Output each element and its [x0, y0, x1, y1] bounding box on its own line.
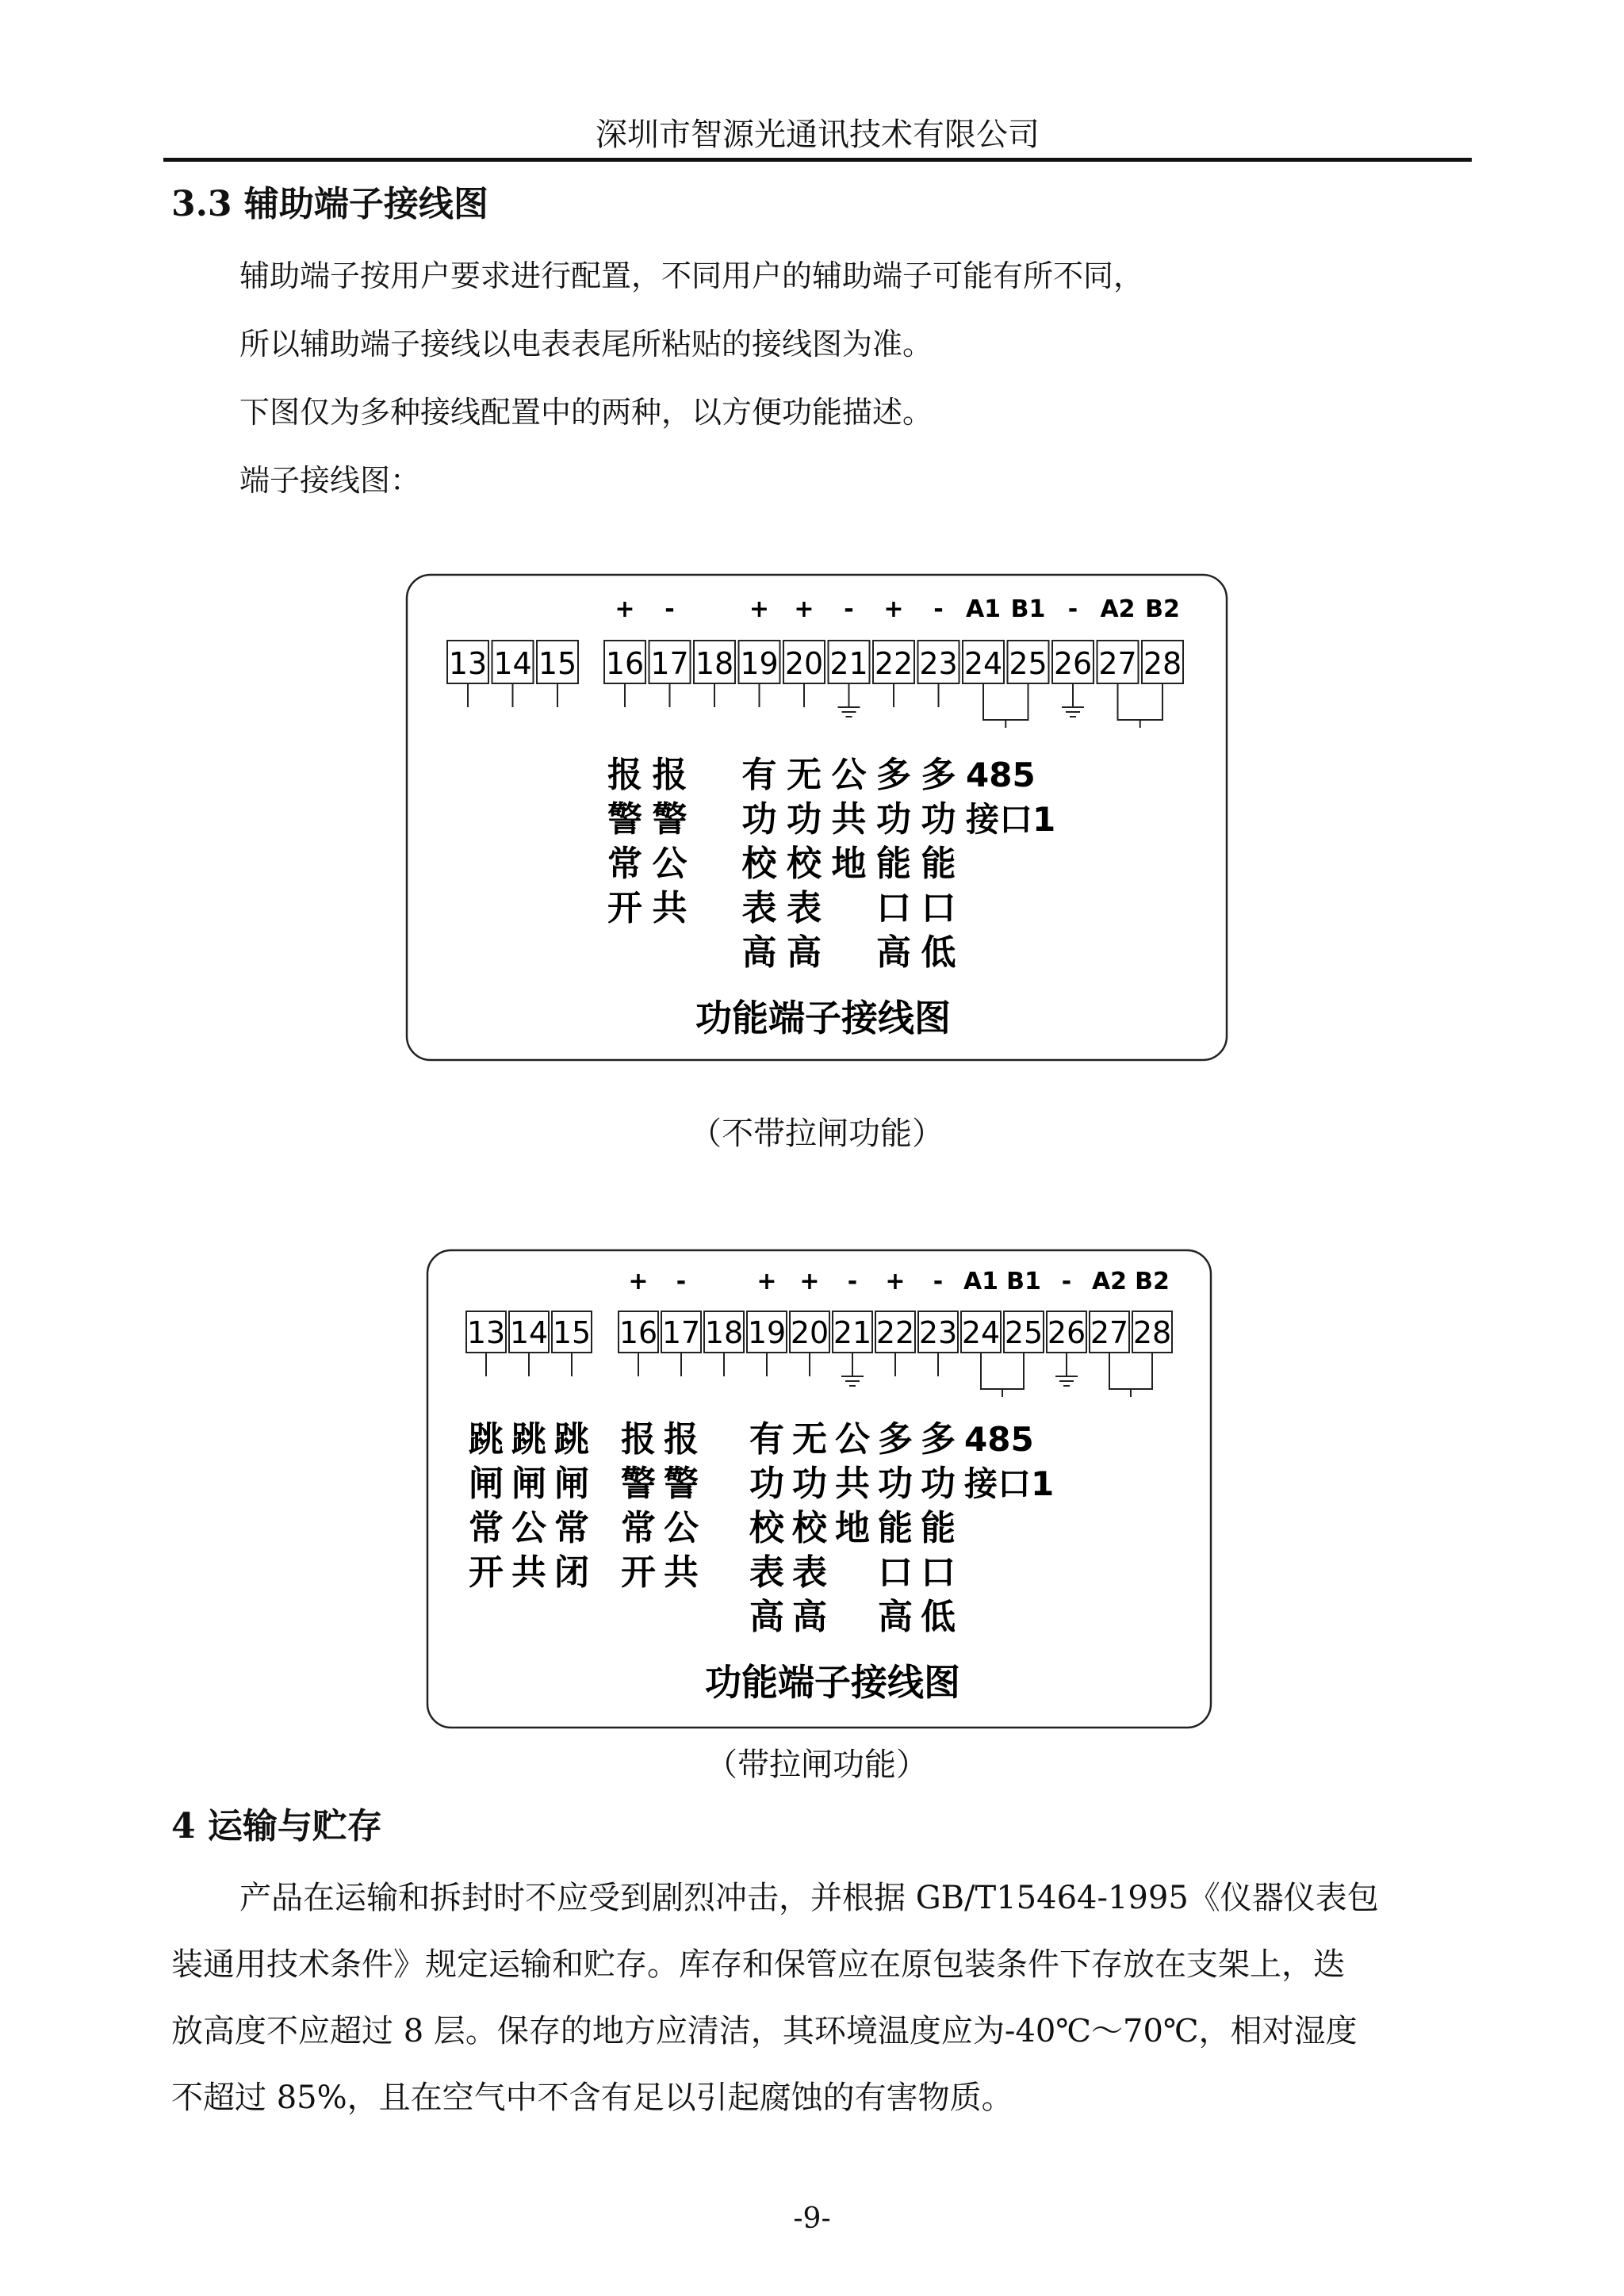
function-label-14-2: 公 [511, 1508, 546, 1548]
function-label-20-0: 无 [792, 1419, 827, 1460]
terminal-number-20: 20 [784, 646, 824, 681]
function-label-13-0: 跳 [469, 1419, 504, 1460]
function-label-17-1: 警 [664, 1464, 699, 1504]
terminal-number-25: 25 [1009, 646, 1048, 681]
function-label-19-0: 有 [741, 755, 777, 795]
diagram-1-caption: （不带拉闸功能） [690, 1115, 944, 1152]
diagram-title: 功能端子接线图 [705, 1661, 960, 1704]
terminal-number-27: 27 [1090, 1315, 1129, 1350]
function-label-19-0: 有 [749, 1419, 784, 1460]
terminal-sign-25: B1 [1006, 1268, 1041, 1295]
function-label-17-2: 公 [664, 1508, 699, 1548]
function-label-22-4: 高 [876, 932, 911, 973]
function-label-23-0: 多 [921, 1419, 956, 1460]
terminal-number-23: 23 [918, 1315, 958, 1350]
section-3-3-line-1: 辅助端子按用户要求进行配置，不同用户的辅助端子可能有所不同， [239, 258, 1144, 293]
function-label-23-2: 能 [921, 1508, 956, 1548]
section-4-paragraph [171, 1865, 1472, 2131]
function-label-20-2: 校 [792, 1508, 827, 1548]
function-label-21-1: 共 [835, 1464, 870, 1504]
function-label-19-4: 高 [741, 932, 777, 973]
function-label-20-4: 高 [792, 1597, 827, 1637]
function-label-22-3: 口 [876, 888, 911, 928]
section-3-3-line-2: 所以辅助端子接线以电表表尾所粘贴的接线图为准。 [239, 327, 933, 362]
function-label-22-4: 高 [878, 1597, 913, 1637]
terminal-number-19: 19 [740, 646, 779, 681]
function-label-23-4: 低 [921, 932, 956, 973]
terminal-sign-16: + [615, 595, 635, 623]
terminal-number-19: 19 [747, 1315, 787, 1350]
terminal-number-18: 18 [704, 1315, 744, 1350]
section-4-line-3: 放高度不应超过 8 层。保存的地方应清洁，其环境温度应为-40℃～70℃，相对湿度 [171, 2013, 1358, 2049]
function-label-16-3: 开 [607, 888, 642, 928]
function-label-16-2: 常 [607, 844, 642, 884]
terminal-number-15: 15 [538, 646, 577, 681]
function-label-15-0: 跳 [554, 1419, 589, 1460]
terminal-number-21: 21 [829, 646, 868, 681]
terminal-number-13: 13 [448, 646, 488, 681]
terminal-sign-28: B2 [1135, 1268, 1170, 1295]
terminal-sign-28: B2 [1145, 595, 1180, 623]
terminal-sign-24: A1 [963, 1268, 999, 1295]
terminal-number-18: 18 [695, 646, 734, 681]
function-label-23-0: 多 [921, 755, 956, 795]
function-label-19-2: 校 [741, 844, 777, 884]
terminal-sign-22: + [883, 595, 904, 623]
function-label-23-1: 功 [921, 1464, 956, 1504]
function-label-21-2: 地 [835, 1508, 870, 1548]
function-label-23-3: 口 [921, 888, 956, 928]
function-label-19-3: 表 [741, 888, 777, 928]
terminal-number-17: 17 [661, 1315, 701, 1350]
function-label-16-2: 常 [621, 1508, 656, 1548]
function-label-22-1: 功 [878, 1464, 913, 1504]
section-heading-4: 4 运输与贮存 [171, 1806, 382, 1846]
terminal-diagram-with-trip [425, 1248, 1213, 1730]
function-label-19-3: 表 [749, 1552, 784, 1593]
function-label-16-1: 警 [607, 799, 642, 840]
terminal-number-22: 22 [875, 1315, 915, 1350]
terminal-number-16: 16 [605, 646, 645, 681]
terminal-sign-24: A1 [965, 595, 1002, 623]
rs485-label-line-0: 485 [966, 756, 1036, 794]
terminal-sign-20: + [794, 595, 814, 623]
function-label-19-2: 校 [749, 1508, 784, 1548]
function-label-17-2: 公 [652, 844, 688, 884]
function-label-22-0: 多 [878, 1419, 913, 1460]
function-label-13-2: 常 [469, 1508, 504, 1548]
function-label-15-1: 闸 [554, 1464, 589, 1504]
function-label-17-1: 警 [652, 799, 688, 840]
rs485-label-line-1: 接口1 [966, 800, 1056, 839]
section-3-3-line-3: 下图仅为多种接线配置中的两种，以方便功能描述。 [239, 395, 933, 430]
terminal-sign-27: A2 [1100, 595, 1136, 623]
terminal-sign-21: - [844, 595, 854, 623]
function-label-20-4: 高 [787, 932, 822, 973]
function-label-13-1: 闸 [469, 1464, 504, 1504]
terminal-number-26: 26 [1047, 1315, 1086, 1350]
function-label-19-4: 高 [749, 1597, 784, 1637]
function-label-17-3: 共 [652, 888, 688, 928]
terminal-sign-23: - [933, 595, 944, 623]
terminal-number-28: 28 [1143, 646, 1182, 681]
function-label-16-1: 警 [621, 1464, 656, 1504]
function-label-19-1: 功 [741, 799, 777, 840]
function-label-20-1: 功 [792, 1464, 827, 1504]
terminal-sign-17: - [676, 1268, 687, 1295]
function-label-15-2: 常 [554, 1508, 589, 1548]
rs485-bracket-27-28 [1109, 1376, 1152, 1389]
section-3-3-line-4: 端子接线图： [239, 463, 421, 498]
function-label-16-3: 开 [621, 1552, 656, 1593]
rs485-bracket-24-25 [981, 1376, 1024, 1389]
rs485-label-line-1: 接口1 [964, 1464, 1055, 1503]
terminal-sign-21: - [847, 1268, 858, 1295]
terminal-number-28: 28 [1132, 1315, 1172, 1350]
function-label-20-0: 无 [787, 755, 822, 795]
function-label-17-0: 报 [664, 1419, 699, 1460]
function-label-14-1: 闸 [511, 1464, 546, 1504]
function-label-21-0: 公 [831, 755, 867, 795]
terminal-number-22: 22 [874, 646, 914, 681]
terminal-number-21: 21 [833, 1315, 872, 1350]
terminal-sign-27: A2 [1091, 1268, 1128, 1295]
rs485-bracket-24-25 [983, 707, 1028, 720]
terminal-sign-26: - [1061, 1268, 1072, 1295]
function-label-16-0: 报 [607, 755, 642, 795]
function-label-23-3: 口 [921, 1552, 956, 1593]
terminal-sign-19: + [749, 595, 770, 623]
section-4-line-2: 装通用技术条件》规定运输和贮存。库存和保管应在原包装条件下存放在支架上，迭 [171, 1946, 1345, 1983]
function-label-15-3: 闭 [554, 1552, 589, 1593]
function-label-22-1: 功 [876, 799, 911, 840]
terminal-sign-20: + [799, 1268, 820, 1295]
terminal-number-24: 24 [963, 646, 1003, 681]
section-4-line-1: 产品在运输和拆封时不应受到剧烈冲击，并根据 GB/T15464-1995《仪器仪表包 [239, 1880, 1379, 1916]
function-label-14-3: 共 [511, 1552, 546, 1593]
function-label-20-2: 校 [787, 844, 822, 884]
function-label-21-0: 公 [835, 1419, 870, 1460]
terminal-sign-22: + [885, 1268, 906, 1295]
function-label-16-0: 报 [621, 1419, 656, 1460]
terminal-sign-25: B1 [1010, 595, 1046, 623]
terminal-number-17: 17 [650, 646, 689, 681]
terminal-sign-23: - [933, 1268, 944, 1295]
function-label-22-2: 能 [878, 1508, 913, 1548]
function-label-22-0: 多 [876, 755, 911, 795]
function-label-23-2: 能 [921, 844, 956, 884]
terminal-number-20: 20 [790, 1315, 829, 1350]
function-label-23-4: 低 [921, 1597, 956, 1637]
diagram-2-caption: （带拉闸功能） [706, 1747, 928, 1783]
function-label-21-2: 地 [831, 844, 867, 884]
function-label-17-3: 共 [664, 1552, 699, 1593]
terminal-number-14: 14 [493, 646, 532, 681]
document-header: 深圳市智源光通讯技术有限公司 [596, 117, 1040, 153]
terminal-diagram-without-trip [404, 572, 1229, 1062]
terminal-number-16: 16 [619, 1315, 658, 1350]
rs485-label-line-0: 485 [964, 1420, 1034, 1459]
page-number: -9- [793, 2202, 831, 2235]
terminal-sign-19: + [756, 1268, 777, 1295]
header-rule [163, 158, 1472, 162]
function-label-20-3: 表 [787, 888, 822, 928]
terminal-sign-17: - [665, 595, 675, 623]
terminal-number-23: 23 [919, 646, 958, 681]
function-label-20-1: 功 [787, 799, 822, 840]
function-label-13-3: 开 [469, 1552, 504, 1593]
terminal-number-13: 13 [466, 1315, 506, 1350]
function-label-17-0: 报 [652, 755, 688, 795]
section-4-line-4: 不超过 85%，且在空气中不含有足以引起腐蚀的有害物质。 [171, 2080, 1013, 2116]
function-label-14-0: 跳 [511, 1419, 546, 1460]
function-label-21-1: 共 [831, 799, 867, 840]
function-label-22-2: 能 [876, 844, 911, 884]
function-label-19-1: 功 [749, 1464, 784, 1504]
function-label-23-1: 功 [921, 799, 956, 840]
terminal-number-15: 15 [552, 1315, 592, 1350]
terminal-number-14: 14 [509, 1315, 549, 1350]
section-heading-3-3: 3.3 辅助端子接线图 [171, 184, 488, 224]
terminal-number-27: 27 [1098, 646, 1137, 681]
terminal-number-24: 24 [961, 1315, 1001, 1350]
terminal-number-26: 26 [1053, 646, 1093, 681]
terminal-number-25: 25 [1004, 1315, 1044, 1350]
rs485-bracket-27-28 [1118, 707, 1163, 720]
function-label-20-3: 表 [792, 1552, 827, 1593]
function-label-22-3: 口 [878, 1552, 913, 1593]
terminal-sign-16: + [628, 1268, 649, 1295]
terminal-sign-26: - [1067, 595, 1078, 623]
diagram-title: 功能端子接线图 [695, 997, 951, 1039]
